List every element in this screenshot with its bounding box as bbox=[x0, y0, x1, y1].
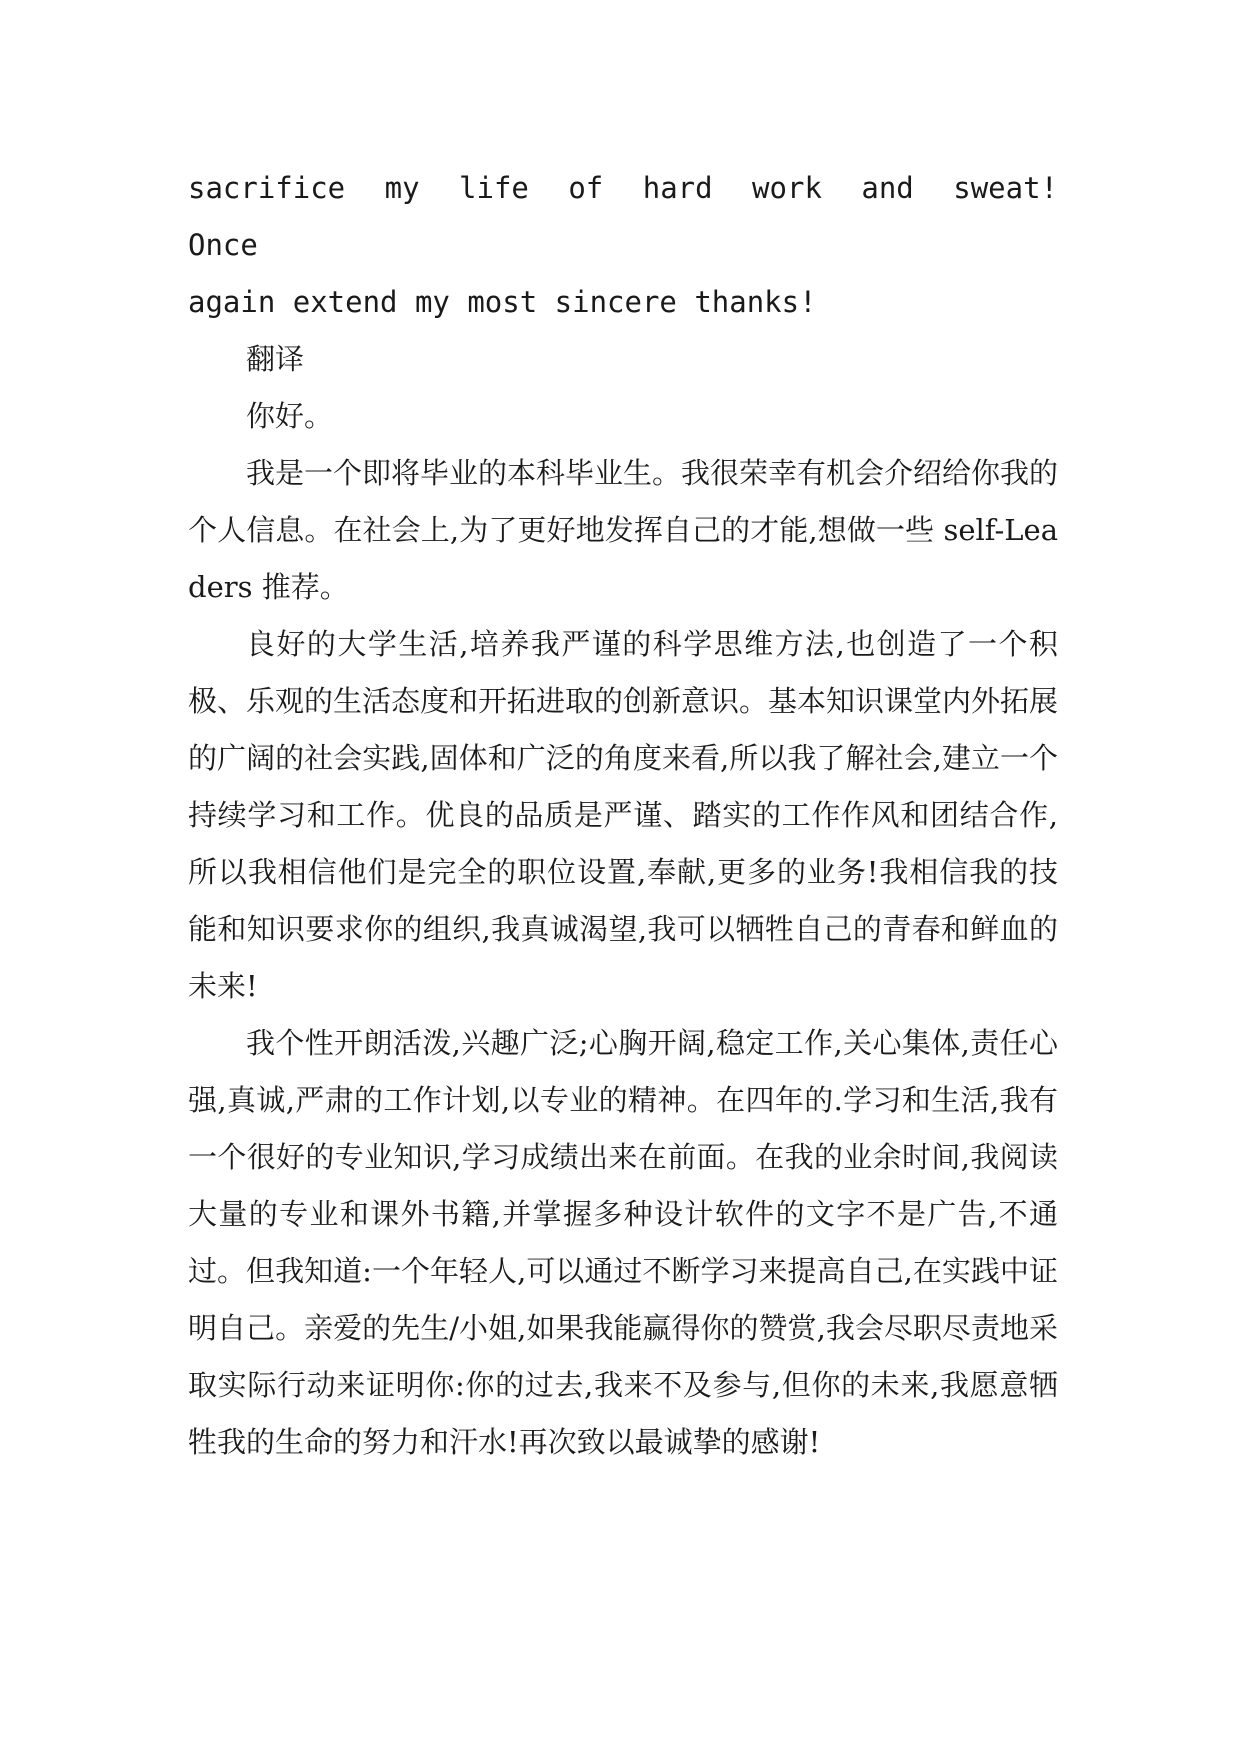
english-text-line: again extend my most sincere thanks! bbox=[188, 285, 817, 319]
document-page bbox=[188, 160, 1058, 1471]
body-paragraph: 我是一个即将毕业的本科毕业生。我很荣幸有机会介绍给你我的个人信息。在社会上,为了更好地发挥自己的才能,想做一些 self-Leaders 推荐。 bbox=[188, 456, 1059, 604]
english-text-line: sacrifice my life of hard work and sweat! Once bbox=[188, 171, 1058, 262]
translation-heading: 翻译 bbox=[246, 342, 305, 376]
body-paragraph: 良好的大学生活,培养我严谨的科学思维方法,也创造了一个积极、乐观的生活态度和开拓进取的创新意识。基本知识课堂内外拓展的广阔的社会实践,固体和广泛的角度来看,所以我了解社会,建立一个持续学习和工作。优良的品质是严谨、踏实的工作作风和团结合作,所以我相信他们是完全的职位设置,奉献,更多的业务!我相信我的技能和知识要求你的组织,我真诚渴望,我可以牺牲自己的青春和鲜血的未来! bbox=[188, 627, 1059, 1003]
body-paragraph: 我个性开朗活泼,兴趣广泛;心胸开阔,稳定工作,关心集体,责任心强,真诚,严肃的工作计划,以专业的精神。在四年的.学习和生活,我有一个很好的专业知识,学习成绩出来在前面。在我的业余时间,我阅读大量的专业和课外书籍,并掌握多种设计软件的文字不是广告,不通过。但我知道:一个年轻人,可以通过不断学习来提高自己,在实践中证明自己。亲爱的先生/小姐,如果我能赢得你的赞赏,我会尽职尽责地采取实际行动来证明你:你的过去,我来不及参与,但你的未来,我愿意牺牲我的生命的努力和汗水!再次致以最诚挚的感谢! bbox=[188, 1026, 1058, 1459]
greeting: 你好。 bbox=[246, 399, 334, 433]
